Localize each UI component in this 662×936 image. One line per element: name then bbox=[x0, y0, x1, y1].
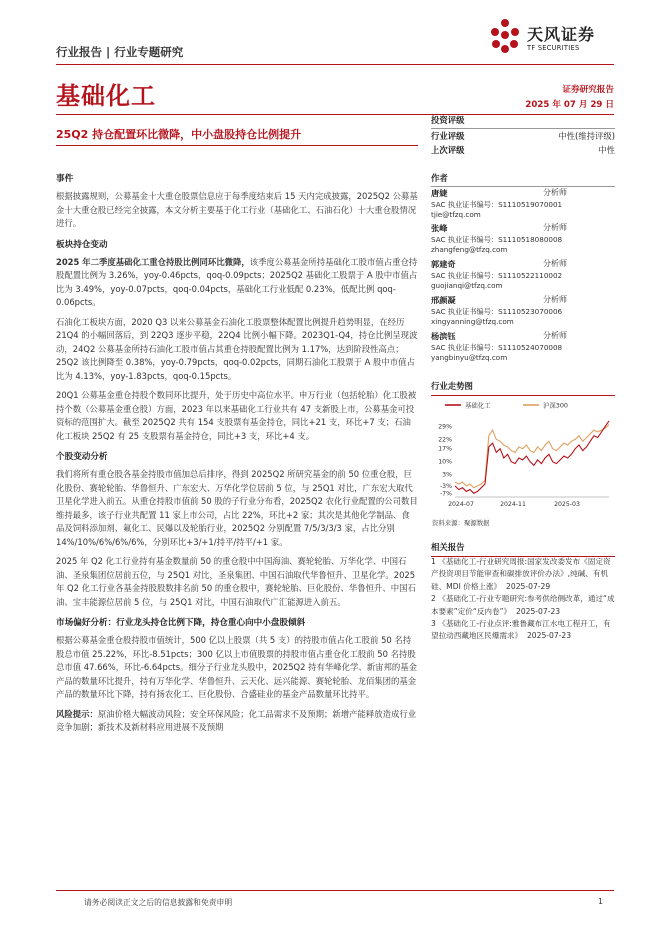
logo-text-en: TF SECURITIES bbox=[527, 44, 580, 52]
trend-chart bbox=[431, 397, 615, 515]
report-type: 证券研究报告 bbox=[562, 85, 614, 95]
authors-label: 作者 bbox=[431, 173, 448, 183]
related-reports-panel bbox=[431, 541, 615, 557]
rating-section-label: 投资评级 bbox=[431, 115, 465, 125]
rating-row-previous: 上次评级 中性 bbox=[431, 145, 615, 155]
author-cert: SAC 执业证书编号：S1110522110002 bbox=[431, 270, 563, 280]
trend-label: 行业走势图 bbox=[431, 381, 473, 391]
chart-source: 资料来源：聚源数据 bbox=[432, 519, 490, 527]
sector-paragraph-2: 石油化工板块方面，2020 Q3 以来公募基金石油化工股票整体配置比例提升趋势明显，在经历 21Q4 的小幅回落后，到 22Q3 逐步平稳，22Q4 比例小幅下降。2023Q1-Q4，持仓比例呈现波动，24Q2 公募基金所持石油化工股市值占其重仓持股配置比例为 1.17%，达到阶段性高点；25Q2 该比例降至 0.38%，yoy-0.79pcts，qoq-0.02pcts，同期石油化工股票于 A 股中市值占比为 4.13%，yoy-1.83pcts，qoq-0.15pcts。 bbox=[56, 316, 418, 381]
author-email[interactable]: tjie@tfzq.com bbox=[431, 210, 481, 219]
related-report-item[interactable]: 3 《基础化工-行业点评:雅鲁藏布江水电工程开工，有望拉动西藏地区民爆需求》 2025-07-23 bbox=[431, 619, 611, 641]
rating-panel bbox=[431, 113, 615, 157]
author-email[interactable]: yangbinyu@tfzq.com bbox=[431, 353, 508, 362]
stock-paragraph-2: 2025 年 Q2 化工行业持有基金数量前 50 的重仓股中中国海油、赛轮轮胎、万华化学、中国石油、圣泉集团位居前五位，与 25Q1 对比，圣泉集团、中国石油取代华鲁恒升、卫星化学。2025 年 Q2 化工行业各基金持股股数排名前 50 的重仓股中，赛轮轮胎、巨化股份、华鲁恒升、中国石油、宝丰能源位居前 5 位，与 25Q1 对比，中国石油取代广汇能源进入前五。 bbox=[56, 556, 416, 607]
related-report-item[interactable]: 2 《基础化工-行业专题研究:参考供给侧改革，通过“成本要素”定价“反内卷”》 2025-07-23 bbox=[431, 594, 615, 616]
market-paragraph: 根据公募基金重仓股持股市值统计，500 亿以上股票（共 5 支）的持股市值占化工股前 50 名持股总市值 25.22%，环比-8.51pcts；300 亿以上市值股票的持股市值占重仓化工股前 50 名持股总市值 47.66%，环比-6.64pcts。细分子行业龙头股中，2025Q2 持有华峰化学、新宙邦的基金产品的数量环比提升，持有万华化学、华鲁恒升、云天化、远兴能源、赛轮轮胎、龙佰集团的基金产品的数量环比下降，持有扬农化工、巨化股份、合盛硅业的基金产品数量环比持平。 bbox=[56, 635, 417, 699]
company-logo bbox=[487, 16, 607, 62]
event-paragraph: 根据披露规则，公募基金十大重仓股票信息应于每季度结束后 15 天内完成披露，2025Q2 公募基金十大重仓股已经完全披露，本文分析主要基于化工行业（基础化工、石油石化）十大重仓股情况进行。 bbox=[56, 191, 418, 228]
risk-paragraph: 风险提示：原油价格大幅波动风险；安全环保风险；化工品需求不及预期；新增产能释放造成行业竞争加剧；新技术及新材料应用进展不及预期 bbox=[56, 708, 417, 732]
y-tick-label: -3% bbox=[439, 482, 452, 490]
report-subtitle: 25Q2 持仓配置环比微降，中小盘股持仓比例提升 bbox=[56, 128, 302, 141]
related-label: 相关报告 bbox=[431, 542, 465, 552]
footer-divider bbox=[56, 890, 614, 891]
x-tick-label: 2024-11 bbox=[500, 501, 526, 508]
legend-label: 沪深300 bbox=[543, 401, 568, 410]
author-block: 张峰 分析师 SAC 执业证书编号：S1110518080008 zhangfeng@tfzq.com bbox=[431, 223, 615, 256]
rating-row-industry: 行业评级 中性(维持评级) bbox=[431, 131, 615, 141]
author-email[interactable]: zhangfeng@tfzq.com bbox=[431, 245, 508, 254]
trend-chart-panel bbox=[431, 380, 615, 396]
authors-panel bbox=[431, 172, 615, 187]
stock-paragraph-1: 我们将所有重仓股各基金持股市值加总后排序，得到 2025Q2 所研究基金的前 50 位重仓股，巨化股份、赛轮轮胎、华鲁恒升、广东宏大、万华化学位居前 5 位，与 25Q1 对比，广东宏大取代卫星化学进入前五。从重仓持股市值前 50 股的子行业分布看，2025Q2 农化行业配置的公司数目维持最多，该子行业共配置 11 家上市公司，占比 22%，环比+2 家；其次是其他化学制品、食品及饲料添加剂、氟化工、民爆以及轮胎行业，2025Q2 分别配置 7/5/3/3/3 家，占比分别 14%/10%/6%/6%/6%，分别环比+3/+1/持平/持平/+1 家。 bbox=[56, 469, 418, 547]
author-cert: SAC 执业证书编号：S1110518080008 bbox=[431, 234, 563, 244]
page-title: 基础化工 bbox=[56, 82, 156, 110]
y-tick-label: 29% bbox=[438, 423, 452, 431]
main-body bbox=[56, 172, 418, 735]
author-name: 邢颜凝 bbox=[431, 295, 456, 305]
author-name: 杨滨钰 bbox=[431, 331, 456, 341]
y-tick-label: 17% bbox=[438, 445, 452, 453]
footer-disclaimer: 请务必阅读正文之后的信息披露和免责申明 bbox=[84, 898, 233, 907]
y-tick-label: 10% bbox=[438, 458, 452, 466]
author-block: 杨滨钰 分析师 SAC 执业证书编号：S1110524070008 yangbinyu@tfzq.com bbox=[431, 331, 615, 364]
author-name: 郭建奇 bbox=[431, 259, 456, 269]
author-name: 张峰 bbox=[431, 223, 448, 233]
author-block: 郭建奇 分析师 SAC 执业证书编号：S1110522110002 guojianqi@tfzq.com bbox=[431, 259, 615, 292]
x-tick-label: 2024-07 bbox=[448, 501, 474, 508]
report-date: 2025 年 07 月 29 日 bbox=[525, 100, 614, 110]
author-cert: SAC 执业证书编号：S1110524070008 bbox=[431, 342, 563, 352]
sector-paragraph-1: 2025 年二季度基础化工重仓持股比例同环比微降，该季度公募基金所持基础化工股市值占重仓持股配置比例为 3.26%，yoy-0.46pcts，qoq-0.09pcts；2025Q2 基础化工股票于 A 股中市值占比为 3.49%，yoy-0.07pcts，qoq-0.04pcts，基础化工行业低配 0.23%，低配比例 qoq-0.06pcts。 bbox=[56, 256, 418, 307]
author-block: 唐婕 分析师 SAC 执业证书编号：S1110519070001 tjie@tfzq.com bbox=[431, 188, 615, 221]
legend-label: 基础化工 bbox=[465, 401, 491, 410]
y-tick-label: 22% bbox=[438, 436, 452, 444]
sector-heading: 板块持仓变动 bbox=[56, 239, 108, 250]
stock-heading: 个股变动分析 bbox=[56, 452, 108, 462]
author-email[interactable]: guojianqi@tfzq.com bbox=[431, 281, 503, 290]
author-cert: SAC 执业证书编号：S1110519070001 bbox=[431, 199, 563, 209]
subtitle-divider bbox=[56, 145, 418, 146]
series-line-chemical bbox=[455, 421, 609, 493]
author-cert: SAC 执业证书编号：S1110523070006 bbox=[431, 306, 563, 316]
related-report-item[interactable]: 1 《基础化工-行业研究周报:国家发改委发布《固定资产投资项目节能审查和碳排放评价办法》,纯碱、有机硅、MDI 价格上涨》 2025-07-29 bbox=[431, 557, 611, 591]
report-category: 行业报告 | 行业专题研究 bbox=[56, 45, 184, 59]
page-number: 1 bbox=[598, 897, 603, 906]
logo-text-cn: 天风证券 bbox=[527, 25, 596, 44]
event-heading: 事件 bbox=[56, 174, 74, 184]
x-tick-label: 2025-03 bbox=[554, 501, 580, 508]
author-email[interactable]: xingyanning@tfzq.com bbox=[431, 317, 514, 326]
y-tick-label: 3% bbox=[442, 471, 452, 479]
author-name: 唐婕 bbox=[431, 188, 448, 198]
market-heading: 市场偏好分析：行业龙头持仓比例下降，持仓重心向中小盘股倾斜 bbox=[56, 618, 306, 628]
related-reports-list bbox=[431, 556, 615, 643]
author-block: 邢颜凝 分析师 SAC 执业证书编号：S1110523070006 xingyanning@tfzq.com bbox=[431, 295, 615, 328]
logo-mark-icon bbox=[487, 16, 523, 58]
header-divider bbox=[56, 64, 614, 65]
y-tick-label: -7% bbox=[439, 490, 452, 498]
series-line-hs300 bbox=[455, 425, 609, 488]
sector-paragraph-3: 20Q1 公募基金重仓持股个数同环比提升，处于历史中高位水平。申万行业（包括轮胎）化工股被持个数（公募基金重仓股）方面，2023 年以来基础化工行业共有 47 支新股上市，公募基金可投资标的范围扩大。截至 2025Q2 共有 154 支股票有基金持仓，同比+21 支，环比+7 支；石油化工板块 25Q2 有 25 支股票有基金持仓，同比+3 支，环比+4 支。 bbox=[56, 390, 417, 441]
